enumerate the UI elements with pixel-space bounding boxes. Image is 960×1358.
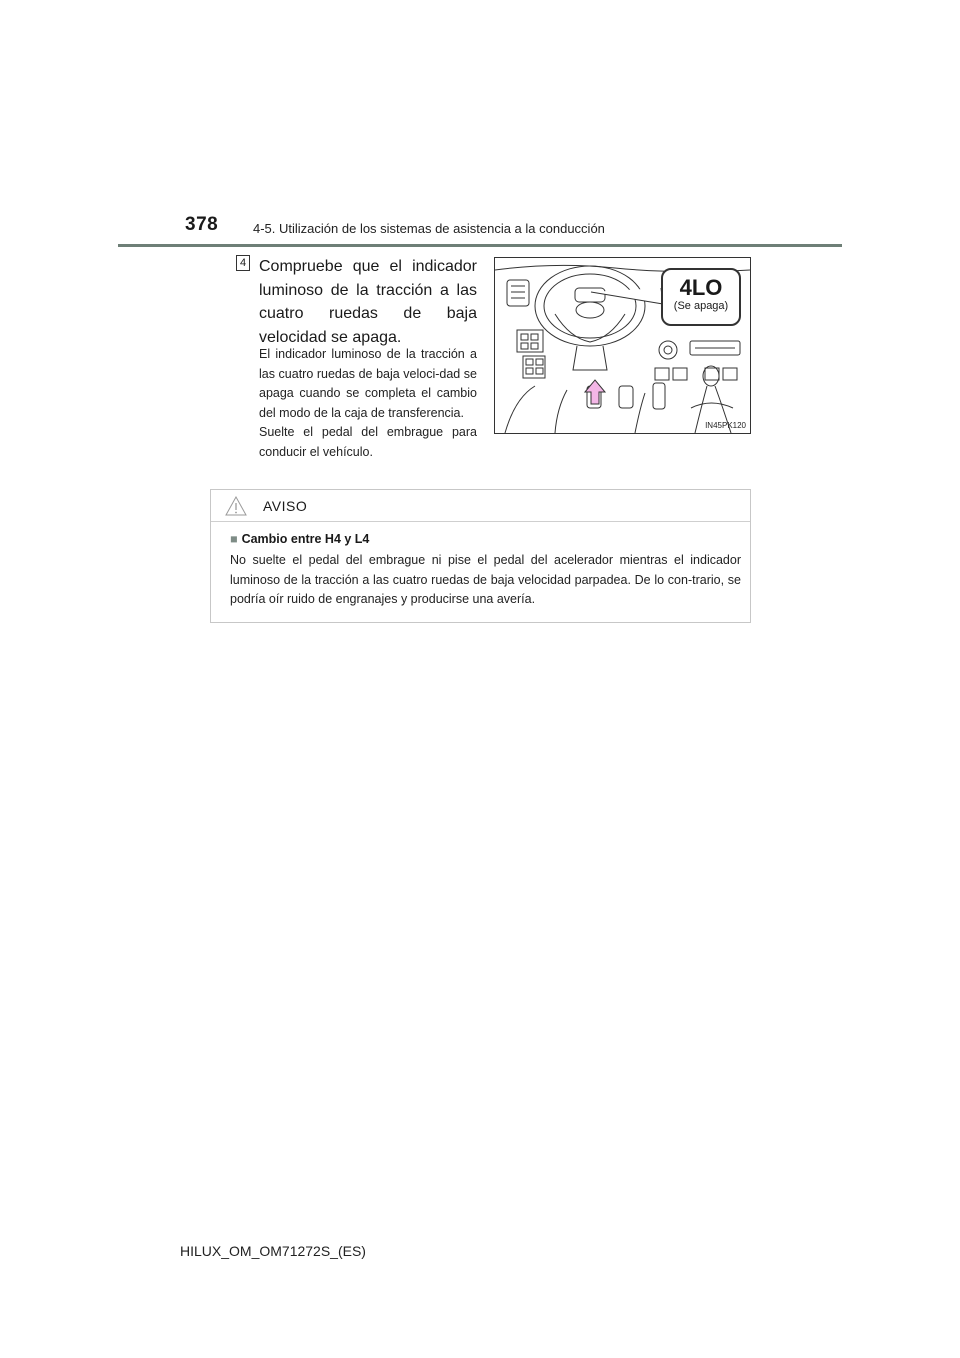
dashboard-illustration [494,257,751,434]
step-body-paragraph: El indicador luminoso de la tracción a las cuatro ruedas de baja veloci-dad se apaga cuando se completa el cambio del modo de la caja de transferencia. [259,347,477,420]
section-title: 4-5. Utilización de los sistemas de asistencia a la conducción [253,221,605,236]
page-number: 378 [185,214,219,235]
warning-box [210,489,751,623]
header-divider [118,244,842,247]
warning-header [211,490,750,522]
indicator-status: (Se apaga) [673,300,729,312]
highlight-arrow [585,380,605,404]
warning-title: AVISO [263,498,308,514]
step-heading: Compruebe que el indicador luminoso de la tracción a las cuatro ruedas de baja velocidad se apaga. [259,258,477,346]
document-id: HILUX_OM_OM71272S_(ES) [180,1243,366,1259]
warning-triangle-icon [225,496,247,521]
warning-item-title: ■ Cambio entre H4 y L4 [230,532,370,546]
figure-code: IN45PK120 [705,421,746,430]
step-body [259,345,477,462]
indicator-callout [661,268,741,326]
square-bullet-icon: ■ [230,532,238,546]
indicator-label: 4LO [679,275,723,300]
warning-text: No suelte el pedal del embrague ni pise el pedal del acelerador mientras el indicador luminoso de la tracción a las cuatro ruedas de baja velocidad parpadea. De lo con-trario, se podría oír ruido de engranajes y producirse una avería. [230,553,741,606]
step-body-paragraph: Suelte el pedal del embrague para conducir el vehículo. [259,425,477,459]
step-number-badge: 4 [236,255,250,271]
